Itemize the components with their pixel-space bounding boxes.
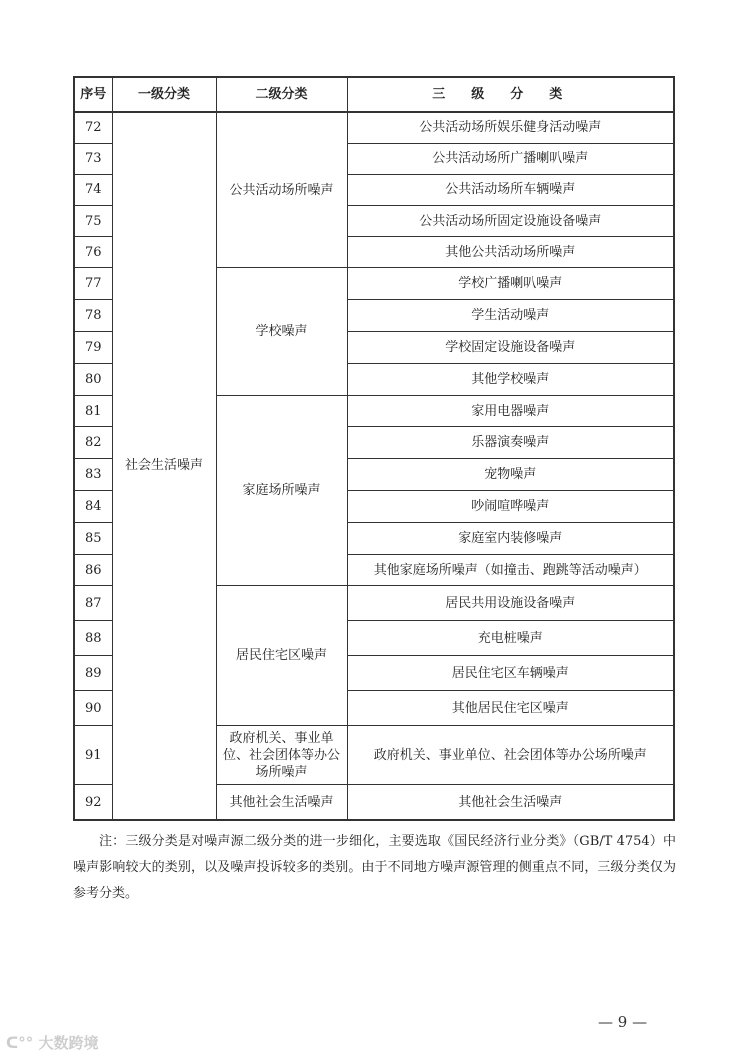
level1-cell: 社会生活噪声	[112, 112, 216, 820]
header-index: 序号	[74, 77, 112, 112]
row-index: 83	[74, 459, 112, 491]
level3-cell: 其他公共活动场所噪声	[347, 237, 674, 268]
row-index: 86	[74, 554, 112, 586]
level3-cell: 其他学校噪声	[347, 363, 674, 395]
level3-cell: 政府机关、事业单位、社会团体等办公场所噪声	[347, 726, 674, 785]
row-index: 78	[74, 300, 112, 332]
level3-cell: 充电桩噪声	[347, 621, 674, 656]
row-index: 84	[74, 491, 112, 523]
table-row	[74, 112, 674, 143]
level3-cell: 学生活动噪声	[347, 300, 674, 332]
level3-cell: 其他社会生活噪声	[347, 785, 674, 820]
level3-cell: 宠物噪声	[347, 459, 674, 491]
table-note: 注：三级分类是对噪声源二级分类的进一步细化，主要选取《国民经济行业分类》（GB/T 4754）中噪声影响较大的类别，以及噪声投诉较多的类别。由于不同地方噪声源管理的侧重点不同，三级分类仅为参考分类。	[73, 834, 676, 901]
row-index: 90	[74, 691, 112, 726]
row-index: 85	[74, 522, 112, 554]
row-index: 73	[74, 143, 112, 174]
level3-cell: 乐器演奏噪声	[347, 427, 674, 459]
level3-cell: 公共活动场所娱乐健身活动噪声	[347, 112, 674, 143]
row-index: 82	[74, 427, 112, 459]
level2-cell: 居民住宅区噪声	[216, 586, 347, 726]
level3-cell: 其他居民住宅区噪声	[347, 691, 674, 726]
level2-cell: 家庭场所噪声	[216, 395, 347, 586]
row-index: 72	[74, 112, 112, 143]
row-index: 89	[74, 656, 112, 691]
level2-cell: 公共活动场所噪声	[216, 112, 347, 268]
row-index: 74	[74, 174, 112, 205]
level3-cell: 居民住宅区车辆噪声	[347, 656, 674, 691]
page-number: — 9 —	[598, 1013, 648, 1031]
level3-cell: 学校广播喇叭噪声	[347, 268, 674, 300]
level3-cell: 其他家庭场所噪声（如撞击、跑跳等活动噪声）	[347, 554, 674, 586]
noise-classification-table	[73, 76, 675, 821]
level2-cell: 政府机关、事业单位、社会团体等办公场所噪声	[216, 726, 347, 785]
row-index: 91	[74, 726, 112, 785]
row-index: 80	[74, 363, 112, 395]
row-index: 76	[74, 237, 112, 268]
row-index: 77	[74, 268, 112, 300]
header-level1: 一级分类	[112, 77, 216, 112]
level3-cell: 家庭室内装修噪声	[347, 522, 674, 554]
table-header	[74, 77, 674, 112]
watermark-logo: ᑕ°° 大数跨境	[6, 1034, 99, 1052]
level3-cell: 居民共用设施设备噪声	[347, 586, 674, 621]
header-level3: 三级分类	[347, 77, 674, 112]
level2-cell: 学校噪声	[216, 268, 347, 395]
row-index: 75	[74, 206, 112, 237]
level3-cell: 吵闹喧哗噪声	[347, 491, 674, 523]
level3-cell: 公共活动场所广播喇叭噪声	[347, 143, 674, 174]
row-index: 88	[74, 621, 112, 656]
header-level2: 二级分类	[216, 77, 347, 112]
level2-cell: 其他社会生活噪声	[216, 785, 347, 820]
row-index: 79	[74, 332, 112, 364]
row-index: 81	[74, 395, 112, 427]
row-index: 92	[74, 785, 112, 820]
row-index: 87	[74, 586, 112, 621]
level3-cell: 公共活动场所车辆噪声	[347, 174, 674, 205]
level3-cell: 公共活动场所固定设施设备噪声	[347, 206, 674, 237]
level3-cell: 家用电器噪声	[347, 395, 674, 427]
level3-cell: 学校固定设施设备噪声	[347, 332, 674, 364]
